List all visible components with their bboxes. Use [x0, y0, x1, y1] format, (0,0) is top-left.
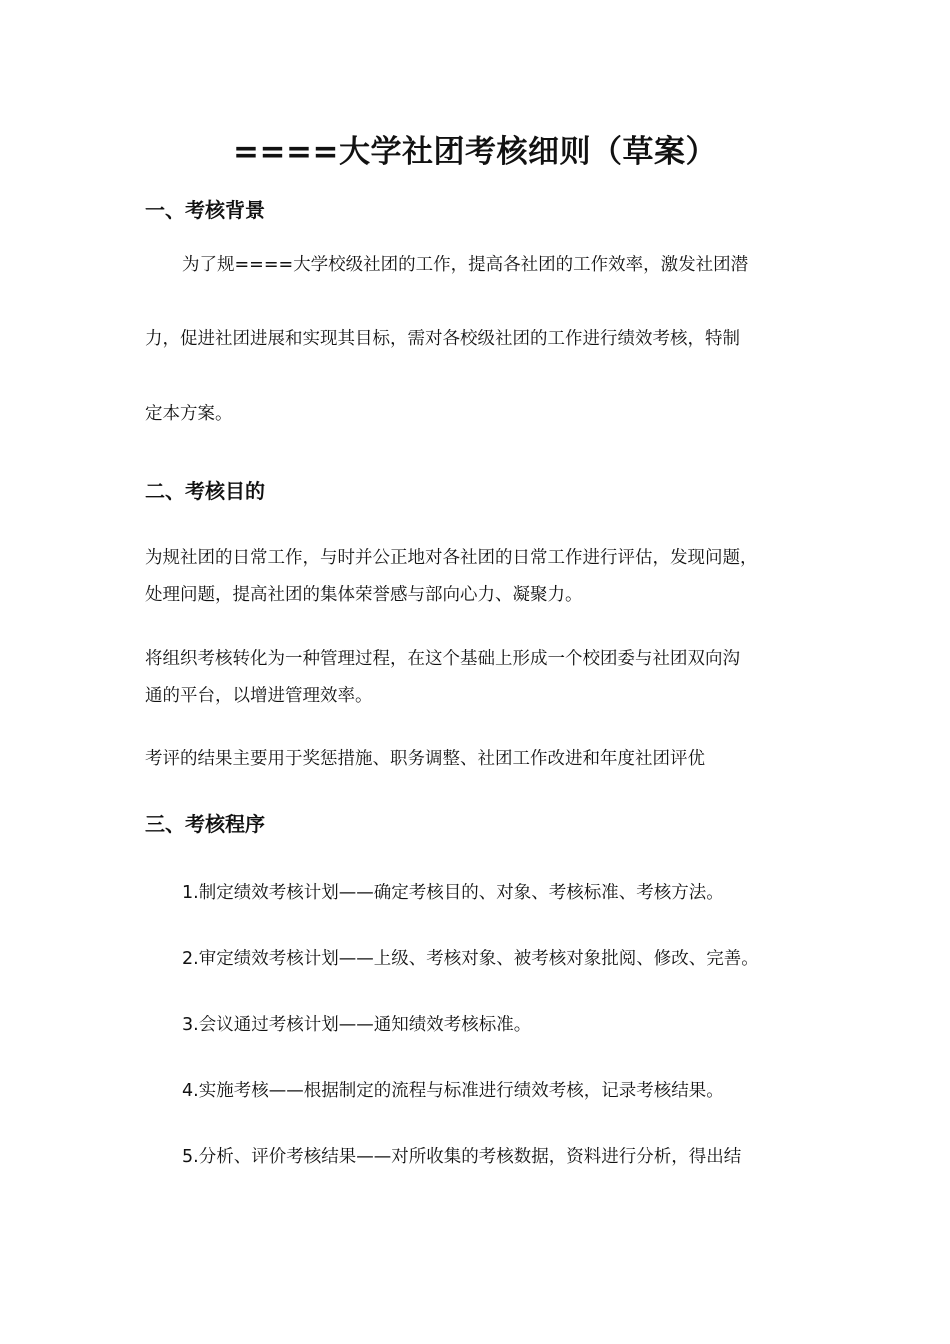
paragraph-line: 为规社团的日常工作，与时并公正地对各社团的日常工作进行评估，发现问题， — [145, 548, 758, 568]
procedure-step: 5.分析、评价考核结果——对所收集的考核数据，资料进行分析，得出结 — [182, 1147, 742, 1167]
document-title: ====大学社团考核细则（草案） — [233, 134, 717, 170]
paragraph-line: 考评的结果主要用于奖惩措施、职务调整、社团工作改进和年度社团评优 — [145, 749, 705, 769]
procedure-step: 3.会议通过考核计划——通知绩效考核标准。 — [182, 1015, 532, 1035]
paragraph-line: 处理问题，提高社团的集体荣誉感与部向心力、凝聚力。 — [145, 585, 583, 605]
procedure-step: 2.审定绩效考核计划——上级、考核对象、被考核对象批阅、修改、完善。 — [182, 949, 759, 969]
paragraph-line: 为了规====大学校级社团的工作，提高各社团的工作效率，激发社团潜 — [182, 255, 749, 275]
paragraph-line: 定本方案。 — [145, 404, 233, 424]
section-heading-background: 一、考核背景 — [145, 198, 265, 222]
paragraph-line: 力，促进社团进展和实现其目标，需对各校级社团的工作进行绩效考核，特制 — [145, 329, 740, 349]
paragraph-line: 将组织考核转化为一种管理过程，在这个基础上形成一个校团委与社团双向沟 — [145, 649, 740, 669]
section-heading-purpose: 二、考核目的 — [145, 479, 265, 503]
section-heading-procedure: 三、考核程序 — [145, 812, 265, 836]
paragraph-line: 通的平台，以增进管理效率。 — [145, 686, 373, 706]
procedure-step: 4.实施考核——根据制定的流程与标准进行绩效考核，记录考核结果。 — [182, 1081, 724, 1101]
procedure-step: 1.制定绩效考核计划——确定考核目的、对象、考核标准、考核方法。 — [182, 883, 724, 903]
